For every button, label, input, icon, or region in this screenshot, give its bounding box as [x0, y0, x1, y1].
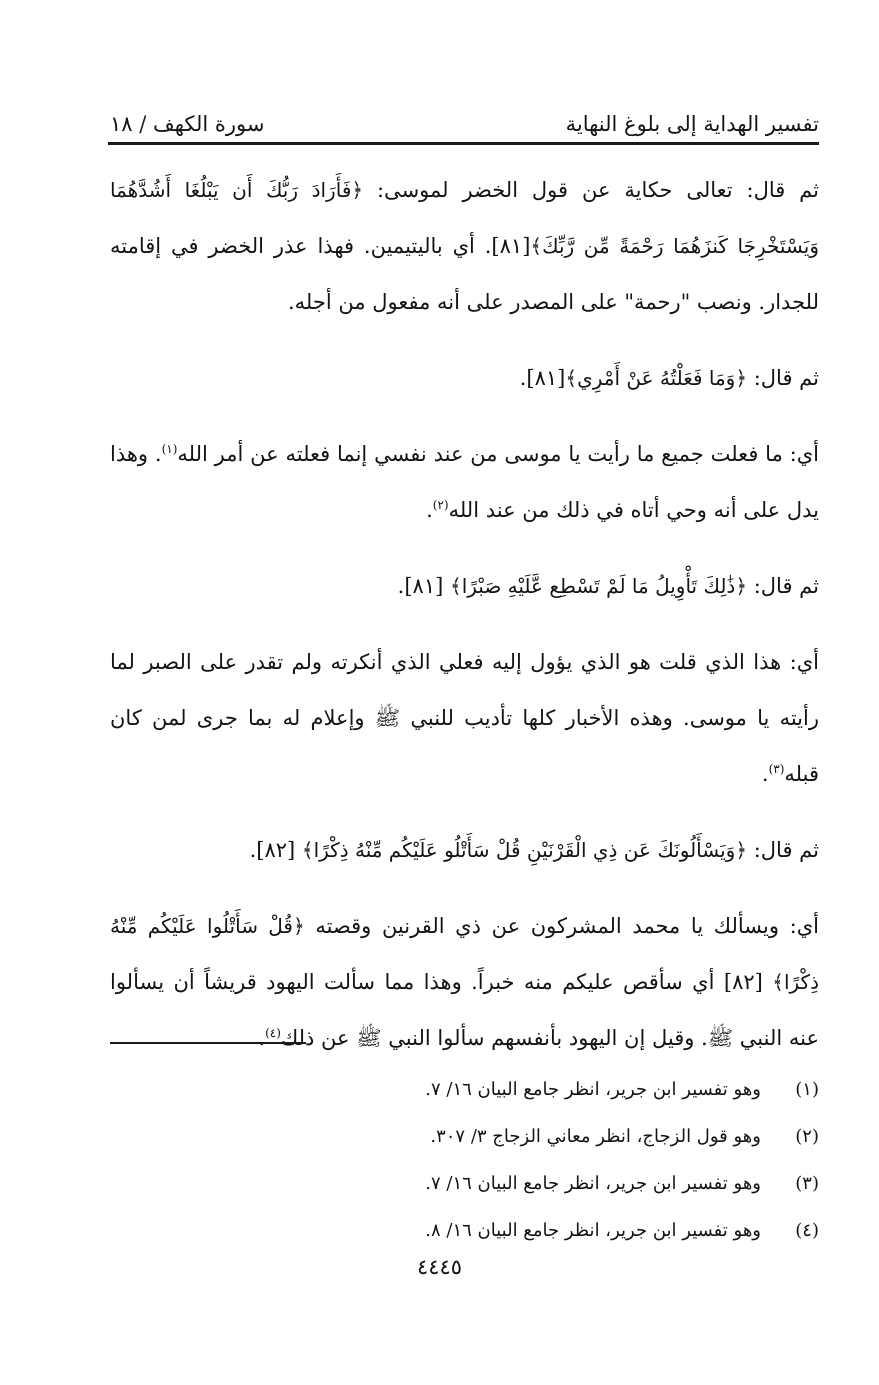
paragraph-text: . وهذا يدل على أنه وحي أتاه في ذلك من عند الله — [110, 442, 819, 522]
surah-page-label: سورة الكهف / ١٨ — [110, 112, 265, 136]
footnote-ref: (٢) — [432, 498, 449, 512]
quran-verse: ﴿وَيَسْأَلُونَكَ عَن ذِي الْقَرْنَيْنِ قُلْ سَأَتْلُو عَلَيْكُم مِّنْهُ ذِكْرًا﴾ — [301, 838, 748, 862]
footnote-item — [110, 1066, 819, 1113]
footnote-text: وهو تفسير ابن جرير، انظر جامع البيان ١٦/ ٧. — [425, 1078, 761, 1100]
page-number: ٤٤٤٥ — [416, 1255, 463, 1279]
paragraph-5 — [110, 634, 819, 802]
paragraph-text: ثم قال: — [747, 574, 819, 598]
footnote-item — [110, 1160, 819, 1207]
footnote-text: وهو تفسير ابن جرير، انظر جامع البيان ١٦/ ٧. — [425, 1172, 761, 1194]
footnote-item — [110, 1207, 819, 1254]
footnote-text: وهو تفسير ابن جرير، انظر جامع البيان ١٦/ ٨. — [425, 1219, 761, 1241]
running-header — [110, 100, 819, 136]
paragraph-text: ثم قال: تعالى حكاية عن قول الخضر لموسى: — [363, 178, 819, 202]
footnotes — [110, 1066, 819, 1254]
main-text — [110, 162, 819, 1066]
paragraph-2 — [110, 350, 819, 406]
quran-verse: ﴿فَأَرَادَ رَبُّكَ أَن يَبْلُغَا أَشُدَّهُمَا وَيَسْتَخْرِجَا كَنزَهُمَا رَحْمَةً مِّن رَّبِّكَ﴾ — [110, 178, 819, 258]
paragraph-text: [٨٢]. — [249, 838, 302, 862]
footnote-number: (٤) — [795, 1219, 819, 1241]
paragraph-7 — [110, 898, 819, 1066]
quran-verse: ﴿قُلْ سَأَتْلُوا عَلَيْكُم مِّنْهُ ذِكْرًا﴾ — [110, 914, 819, 994]
paragraph-text: [٨١]. أي باليتيمين. فهذا عذر الخضر في إقامته للجدار. ونصب "رحمة" على المصدر على أنه مفعول من أجله. — [110, 234, 819, 314]
footnote-number: (١) — [795, 1078, 819, 1100]
footnote-text: وهو قول الزجاج، انظر معاني الزجاج ٣/ ٣٠٧. — [430, 1125, 761, 1147]
footnote-item — [110, 1113, 819, 1160]
book-title: تفسير الهداية إلى بلوغ النهاية — [565, 112, 819, 136]
footnote-ref: (٤) — [265, 1026, 281, 1040]
paragraph-text: أي: ويسألك يا محمد المشركون عن ذي القرنين وقصته — [304, 914, 819, 938]
footnote-number: (٢) — [795, 1125, 819, 1147]
paragraph-4 — [110, 558, 819, 614]
paragraph-text: [٨١]. — [397, 574, 450, 598]
quran-verse: ﴿وَمَا فَعَلْتُهُ عَنْ أَمْرِي﴾ — [565, 366, 748, 390]
paragraph-6 — [110, 822, 819, 878]
paragraph-text: ثم قال: — [747, 838, 819, 862]
quran-verse: ﴿ذَٰلِكَ تَأْوِيلُ مَا لَمْ تَسْطِع عَّلَيْهِ صَبْرًا﴾ — [449, 574, 748, 598]
footnote-ref: (٣) — [768, 762, 785, 776]
paragraph-text: . — [426, 498, 433, 522]
paragraph-1 — [110, 162, 819, 330]
footnote-number: (٣) — [795, 1172, 819, 1194]
footnote-ref: (١) — [161, 442, 178, 456]
paragraph-text: [٨٢] أي سأقص عليكم منه خبراً. وهذا مما سألت اليهود قريشاً أن يسألوا عنه النبي ﷺ. وقيل إن اليهود بأنفسهم سألوا النبي ﷺ عن ذلك — [110, 970, 819, 1050]
paragraph-text: [٨١]. — [519, 366, 566, 390]
footnote-rule — [110, 1042, 306, 1044]
paragraph-text: . — [761, 762, 769, 786]
paragraph-text: أي: ما فعلت جميع ما رأيت يا موسى من عند نفسي إنما فعلته عن أمر الله — [177, 442, 819, 466]
paragraph-text: . — [258, 1026, 266, 1050]
paragraph-3 — [110, 426, 819, 538]
header-rule — [108, 142, 819, 145]
paragraph-text: ثم قال: — [747, 366, 819, 390]
paragraph-text: أي: هذا الذي قلت هو الذي يؤول إليه فعلي الذي أنكرته ولم تقدر على الصبر لما رأيته يا موسى. وهذه الأخبار كلها تأديب للنبي ﷺ وإعلام له بما جرى لمن كان قبله — [110, 650, 819, 786]
